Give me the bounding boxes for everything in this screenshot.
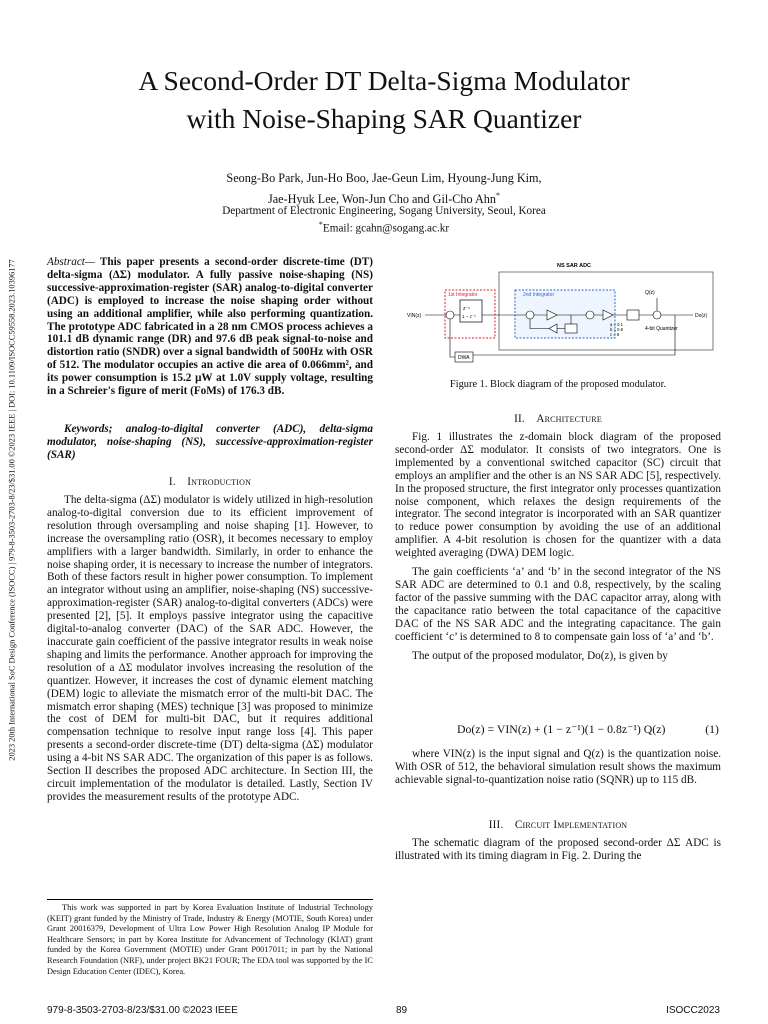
fig-coeffs: a = 0.1: [610, 322, 623, 327]
title-line-2: with Noise-Shaping SAR Quantizer: [186, 103, 582, 134]
abstract-body: This paper presents a second-order discrete-time (DT) delta-sigma (ΔΣ) modulator. A fully passive noise-shaping (NS) successive-approximation-register (SAR) analog-to-digital converter (ADC) is employed to increase the noise shaping order without using an additional amplifier, while also performing quantization. The prototype ADC fabricated in a 28 nm CMOS process achieves a 101.1 dB dynamic range (DR) and 97.6 dB peak signal-to-noise and distortion ratio (SNDR) over a signal bandwidth of 500Hz with OSR of 512. The modulator occupies an active die area of 0.066mm², and its power consumption is 15.2 μW at 1.0V supply voltage, resulting in a Schreier's figure of merit (FoMs) of 176.3 dB.: [47, 256, 373, 398]
sum-node-3: [586, 311, 594, 319]
email-text: Email: gcahn@sogang.ac.kr: [322, 222, 450, 235]
footnote-rule: [47, 899, 373, 900]
equation-expr: Do(z) = VIN(z) + (1 − z⁻¹)(1 − 0.8z⁻¹) Q(z): [457, 722, 666, 736]
authors-line-2-text: Jae-Hyuk Lee, Won-Jun Cho and Gil-Cho Ahn: [268, 192, 496, 207]
page-number: 89: [396, 1005, 408, 1016]
fig-quantizer: 4-bit Quantizer: [645, 326, 678, 332]
doi-sidebar-text: 2023 20th International SoC Design Conference (ISOCC) | 979-8-3503-2703-8/23/$31.00 ©2023 IEEE | DOI: 10.1109/ISOCC59558.2023.10396177: [7, 259, 17, 761]
author-list: [0, 170, 768, 208]
arch-paragraph-3: The output of the proposed modulator, Do(z), is given by: [412, 649, 668, 662]
fig-dout: Do(z): [695, 313, 708, 319]
block-diagram-figure: [405, 260, 725, 370]
arch-paragraph-4: where VIN(z) is the input signal and Q(z) is the quantization noise. With OSR of 512, the behavioral simulation result shows the maximum achievable signal-to-quantization noise ratio (SQNR) up to 115 dB.: [395, 748, 721, 786]
z-block-1-text: z⁻¹: [463, 306, 470, 312]
abstract-lead: Abstract—: [47, 256, 95, 268]
intro-section: [47, 494, 373, 804]
sum-node-2: [526, 311, 534, 319]
sum-node-1: [446, 311, 454, 319]
equation-number: (1): [705, 722, 719, 736]
abstract: [47, 256, 373, 398]
sum-node-4: [653, 311, 661, 319]
authors-line-2: Jae-Hyuk Lee, Won-Jun Cho and Gil-Cho Ahn*: [268, 191, 500, 207]
z-block-2: [565, 324, 577, 333]
fig-int1-label: 1st Integrator: [448, 292, 478, 298]
architecture-section: [395, 431, 721, 662]
keywords-text: Keywords; analog-to-digital converter (ADC), delta-sigma modulator, noise-shaping (NS), successive-approximation-register (SAR): [47, 423, 373, 461]
arch-paragraph-1: Fig. 1 illustrates the z-domain block diagram of the proposed second-order ΔΣ modulator. It consists of two integrators. One is implemented by a conventional switched capacitor (SC) circuit that employs an amplifier and the other is an NS SAR ADC [5], respectively. In the proposed structure, the first integrator only processes quantization noise component, which relaxes the design requirements of the integrator. The second integrator is incorporated with an SAR quantizer to reduce power consumption by avoiding the use of an additional amplifier. A 4-bit resolution is chosen for the quantizer with a data weighted averaging (DWA) DEM logic.: [395, 431, 721, 560]
intro-heading: I. Introduction: [168, 476, 252, 488]
circuit-section: [395, 837, 721, 863]
fig-vin: VIN(z): [407, 313, 422, 319]
fig-int2-label: 2nd Integrator: [523, 292, 555, 298]
arch-heading: II. Architecture: [514, 413, 602, 425]
figure-caption: Figure 1. Block diagram of the proposed modulator.: [449, 379, 667, 390]
fig-coeffs-b: b = 0.8: [610, 327, 623, 332]
authors-line-1: Seong-Bo Park, Jun-Ho Boo, Jae-Geun Lim, Hyoung-Jung Kim,: [226, 171, 542, 185]
affiliation: Department of Electronic Engineering, Sogang University, Seoul, Korea: [222, 205, 546, 217]
arch-after-eq: [395, 748, 721, 787]
email: *Email: gcahn@sogang.ac.kr: [318, 220, 450, 235]
footnote-text: This work was supported in part by Korea Evaluation Institute of Industrial Technology (KEIT) grant funded by the Ministry of Trade, Industry & Energy (MOTIE, South Korea) under Grant 20016379, Development of Ultra Low Power High Resolution Analog IP Module for Healthcare Sensors; in part by Korea Institute for Advancement of Technology (KIAT) grant funded by the Korea Government (MOTIE) under Grant P0017011; in part by the National Research Foundation (NRF), under project BK21 FOUR; The EDA tool was supported by the IC Design Education Center (IDEC), Korea.: [47, 903, 373, 976]
title-line-1: A Second-Order DT Delta-Sigma Modulator: [138, 65, 630, 96]
funding-footnote: [47, 903, 373, 977]
keywords: [47, 423, 373, 462]
intro-paragraph: The delta-sigma (ΔΣ) modulator is widely utilized in high-resolution analog-to-digital conversion due to its efficient improvement of resolution through oversampling and noise shaping [1]. However, to increase the oversampling ratio (OSR), it becomes necessary to employ amplifiers with a larger bandwidth. Similarly, in order to enhance the noise shaping order, it is necessary to increase the number of integrators. Both of these factors result in higher power consumption. To implement an integrator without using an amplifier, noise-shaping (NS) successive-approximation-register (SAR) analog-to-digital converters (ADCs) were presented [2], [5]. It employs passive integrator using the capacitive digital-to-analog converter (DAC) of the SAR ADC. However, the inaccurate gain coefficient of the passive integrator results in weak noise shaping and limits the performance. Another approach for improving the resolution of a ΔΣ modulator involves increasing the resolution of the quantizer. However, it increases the cost of dynamic element matching (DEM) logic to alleviate the mismatch error of the multi-bit DAC. The mismatch error shaping (MES) technique [3] was proposed to minimize the cost of DEM for multi-bit DAC, but it requires additional compensation technique to resolve input range loss [4]. This paper presents a second-order discrete-time (DT) delta-sigma (ΔΣ) modulator using a 4-bit NS SAR ADC. The organization of this paper is as follows. Section II describes the proposed ADC architecture. In Section III, the circuit implementation of the modulator is detailed. Lastly, Section IV provides the measurement results of the prototype ADC.: [47, 494, 373, 803]
z-block-3: [627, 310, 639, 320]
z-block-1-denom: 1 − z⁻¹: [462, 314, 476, 319]
fig-coeffs-c: c = 8: [610, 332, 620, 337]
arch-paragraph-2: The gain coefficients ‘a’ and ‘b’ in the second integrator of the NS SAR ADC are determined to 0.1 and 0.8, respectively, by the scaling factor of the passive summing with the DAC capacitor array, along with the capacitance ratio between the total capacitance of the capacitive DAC of the NS SAR ADC and the integrating capacitance. The gain coefficient ‘c’ is determined to 8 to compensate gain loss of ‘a’ and ‘b’.: [395, 566, 721, 643]
footer-conference: ISOCC2023: [666, 1005, 720, 1016]
fig-ns-sar-label: NS SAR ADC: [557, 263, 592, 269]
paper-title: [0, 62, 768, 138]
circuit-paragraph: The schematic diagram of the proposed second-order ΔΣ ADC is illustrated with its timing diagram in Fig. 2. During the: [395, 837, 721, 862]
fig-dwa: DWA: [458, 355, 470, 361]
circuit-heading: III. Circuit Implementation: [488, 819, 628, 831]
doi-sidebar: [4, 220, 20, 800]
footer-isbn: 979-8-3503-2703-8/23/$31.00 ©2023 IEEE: [47, 1005, 238, 1016]
fig-qz: Q(z): [645, 290, 655, 296]
